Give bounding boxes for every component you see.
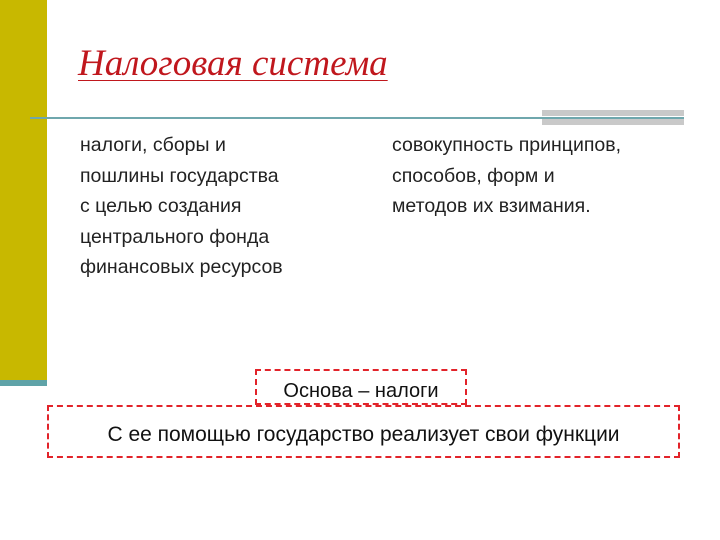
left-line: с целью создания [80, 195, 242, 217]
left-accent-stripe [0, 380, 47, 386]
left-accent-bar [0, 0, 47, 380]
left-line: налоги, сборы и [80, 134, 226, 156]
left-definition-column [80, 130, 380, 283]
function-statement-box: С ее помощью государство реализует свои функции [47, 405, 680, 458]
left-line: финансовых ресурсов [80, 256, 283, 278]
divider-accent-bottom [542, 119, 684, 125]
left-line: центрального фонда [80, 225, 270, 248]
right-definition-column [392, 130, 702, 222]
right-line: совокупность принципов, [392, 134, 622, 156]
right-line: способов, форм и [392, 164, 555, 187]
basis-statement-box: Основа – налоги [255, 369, 467, 405]
slide-title: Налоговая система [78, 43, 388, 84]
divider-accent-top [542, 110, 684, 116]
left-line: пошлины государства [80, 164, 279, 187]
right-line: методов их взимания. [392, 195, 591, 217]
